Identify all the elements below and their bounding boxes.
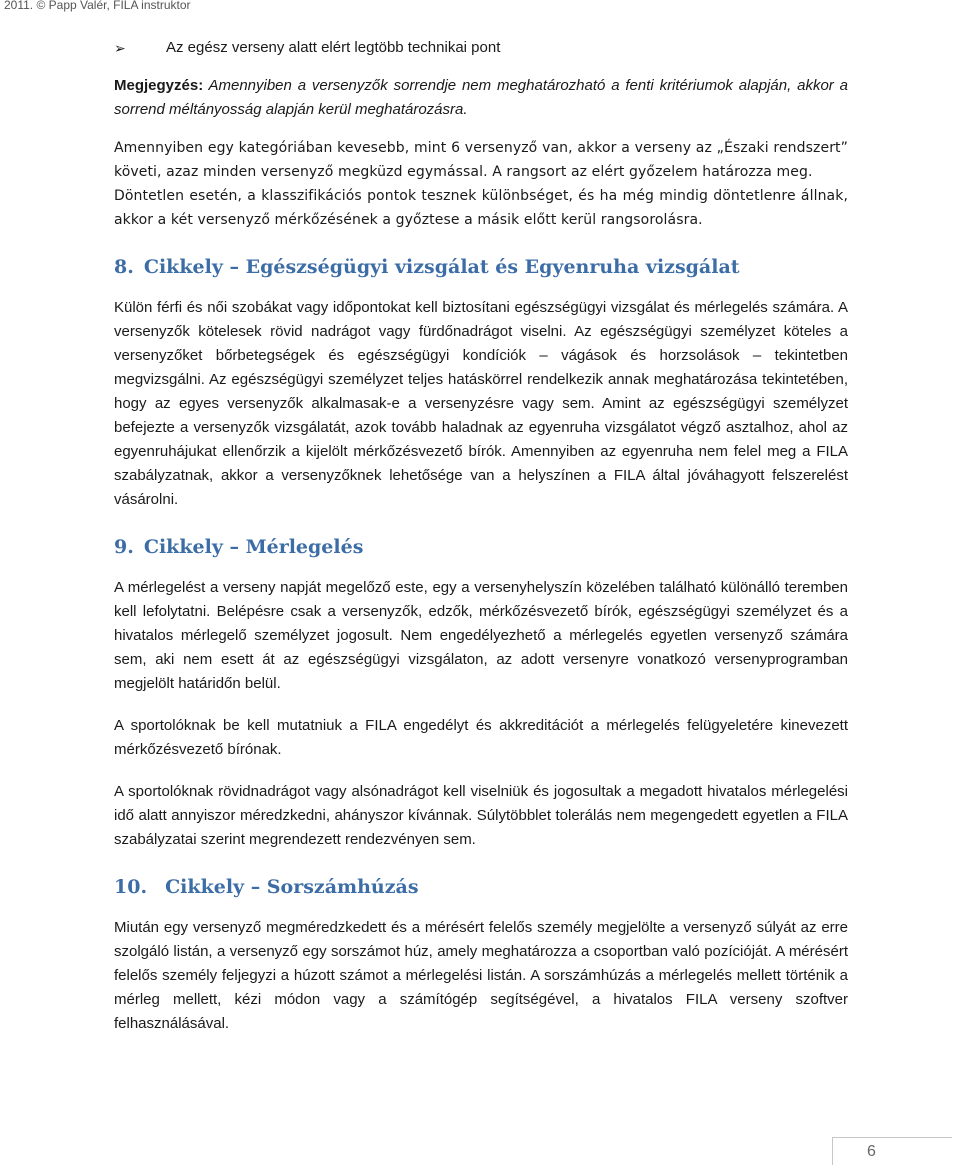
- note-label: Megjegyzés:: [114, 77, 204, 94]
- section-9-heading: [114, 534, 848, 560]
- tie-paragraph: Döntetlen esetén, a klasszifikációs pontok tesznek különbséget, és ha még mindig döntetlenre állnak, akkor a két versenyző mérkőzésének a győztese a másik előtt kerül rangsorolásra.: [114, 188, 848, 228]
- note-paragraph: [114, 74, 848, 122]
- section-9-paragraph: A sportolóknak be kell mutatniuk a FILA engedélyt és akkreditációt a mérlegelés felügyeletére kinevezett mérkőzésvezető bírónak.: [114, 717, 848, 758]
- section-8-body: Külön férfi és női szobákat vagy időpontokat kell biztosítani egészségügyi vizsgálat és mérlegelés számára. A versenyzők kötelesek rövid nadrágot vagy fürdőnadrágot viselni. Az egészségügyi személyzet köteles a versenyzőket bőrbetegségek és egészségügyi kondíciók – vágások és horzsolások – tekintetben megvizsgálni. Az egészségügyi személyzet teljes hatáskörrel rendelkezik annak meghatározása tekintetében, hogy az egyes versenyzők alkalmasak-e a versenyzésre vagy sem. Amint az egészségügyi személyzet befejezte a versenyzők vizsgálatát, azok tovább haladnak az egyenruha vizsgálatot végző asztalhoz, ahol az egyenruhájukat ellenőrzik a kijelölt mérkőzésvezető bírók. Amennyiben az egyenruha nem felel meg a FILA szabályzatnak, akkor a versenyzőknek lehetősége van a helyszínen a FILA által jóváhagyott felszerelést vásárolni.: [114, 299, 848, 508]
- section-10-body: Miután egy versenyző megméredzkedett és a mérésért felelős személy megjelölte a versenyző súlyát az erre szolgáló listán, a versenyző egy sorszámot húz, amely meghatározza a csoportban való pozícióját. A mérésért felelős személy feljegyzi a húzott számot a mérlegelési listán. A sorszámhúzás a mérlegelés mellett történik a mérleg mellett, kézi módon vagy a számítógép segítségével, a hivatalos FILA verseny szoftver felhasználásával.: [114, 919, 848, 1032]
- criteria-bullet: [114, 36, 848, 60]
- northern-system-paragraph: Amennyiben egy kategóriában kevesebb, mint 6 versenyző van, akkor a verseny az „Északi rendszert” követi, azaz minden versenyző megküzd egymással. A rangsort az elért győzelem határozza meg.: [114, 140, 848, 180]
- section-10-heading: [114, 874, 848, 900]
- page-number: 6: [832, 1137, 952, 1165]
- section-9-paragraph: A mérlegelést a verseny napját megelőző este, egy a versenyhelyszín közelében található különálló teremben kell lefolytatni. Belépésre csak a versenyzők, edzők, mérkőzésvezető bírók, egészségügyi személyzet és a hivatalos mérlegelő személyzet jogosult. Nem engedélyezhető a mérlegelés egyetlen versenyző számára sem, aki nem esett át az egészségügyi vizsgálaton, az adott versenyre vonatkozó versenyprogramban megjelölt határidőn belül.: [114, 579, 848, 692]
- section-10-title: Cikkely – Sorszámhúzás: [165, 876, 419, 898]
- section-8-number: 8.: [114, 256, 134, 278]
- arrow-bullet-icon: ➢: [114, 40, 126, 56]
- note-text: Amennyiben a versenyzők sorrendje nem meghatározható a fenti kritériumok alapján, akkor a sorrend méltányosság alapján kerül meghatározásra.: [114, 77, 848, 118]
- bullet-text: Az egész verseny alatt elért legtöbb technikai pont: [166, 39, 501, 56]
- page-header: 2011. © Papp Valér, FILA instruktor: [4, 0, 191, 12]
- section-8-heading: [114, 254, 848, 280]
- section-10-number: 10.: [114, 876, 148, 898]
- section-8-title: Cikkely – Egészségügyi vizsgálat és Egyenruha vizsgálat: [143, 256, 740, 278]
- section-9-number: 9.: [114, 536, 134, 558]
- section-9-paragraph: A sportolóknak rövidnadrágot vagy alsónadrágot kell viselniük és jogosultak a megadott hivatalos mérlegelési idő alatt annyiszor méredzkedni, ahányszor kívánnak. Súlytöbblet tolerálás nem megengedett egyetlen a FILA szabályzatai szerint megrendezett rendezvényen sem.: [114, 783, 848, 848]
- section-9-title: Cikkely – Mérlegelés: [143, 536, 364, 558]
- document-body: [114, 36, 848, 1054]
